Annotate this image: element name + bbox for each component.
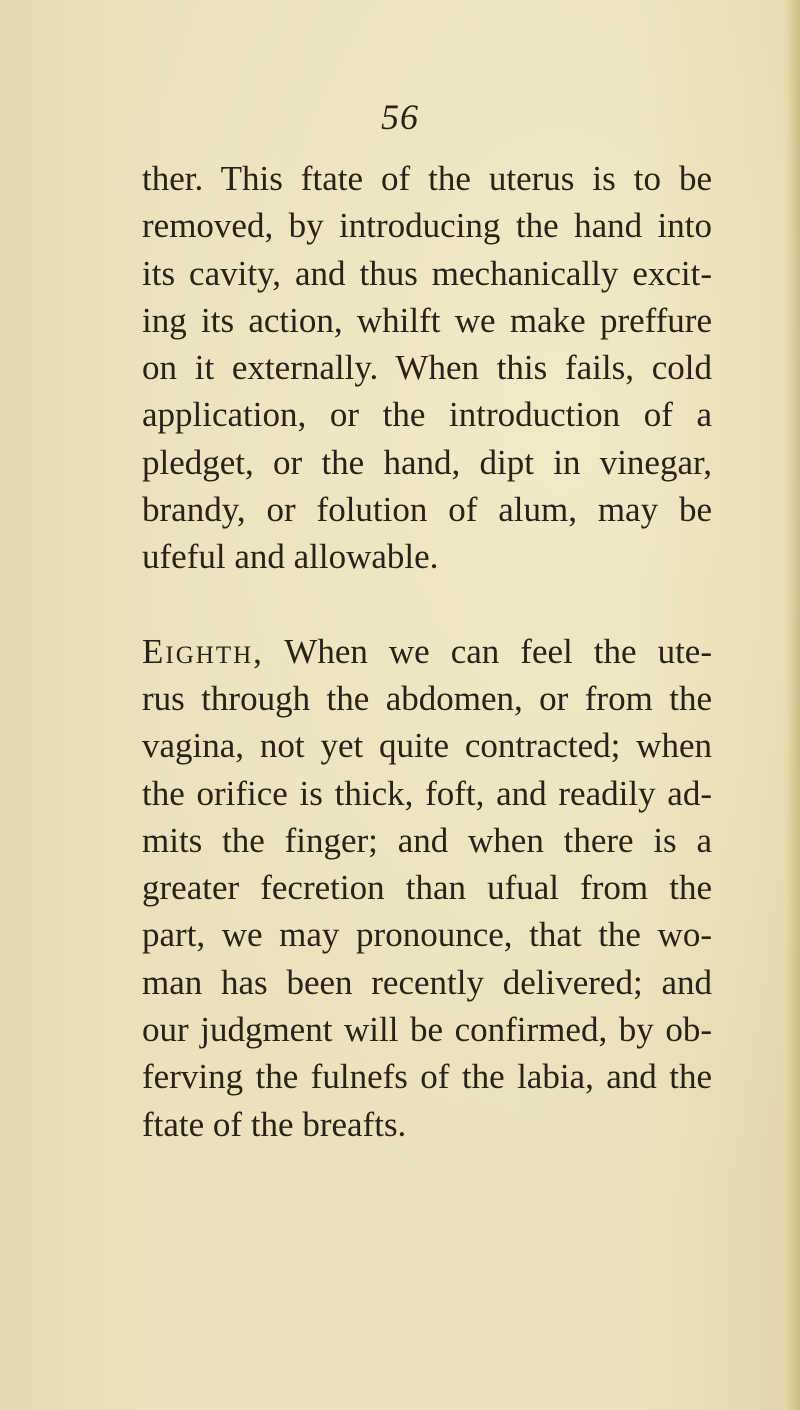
- page-edge-shadow: [786, 0, 800, 1410]
- text-line: part, we may pronounce, that the wo-: [142, 915, 712, 955]
- text-line: ftate of the breafts.: [142, 1104, 407, 1144]
- text-line: man has been recently delivered; and: [142, 962, 712, 1002]
- section-lead-in: Eighth,: [142, 631, 264, 671]
- text-line: the orifice is thick, foft, and readily ad-: [142, 773, 712, 813]
- text-line: ufeful and allowable.: [142, 537, 439, 577]
- text-line: vagina, not yet quite contracted; when: [142, 726, 712, 766]
- paragraph-gap: [142, 581, 712, 628]
- text-line: on it externally. When this fails, cold: [142, 348, 712, 388]
- text-line: greater fecretion than ufual from the: [142, 868, 712, 908]
- text-line: application, or the introduction of a: [142, 395, 712, 435]
- text-line: mits the finger; and when there is a: [142, 820, 712, 860]
- text-line: removed, by introducing the hand into: [142, 206, 712, 246]
- text-line: rus through the abdomen, or from the: [142, 678, 712, 718]
- paragraph-1: [142, 155, 712, 581]
- text-line: our judgment will be confirmed, by ob-: [142, 1010, 712, 1050]
- text-line-rest: When we can feel the ute-: [263, 631, 712, 671]
- text-line-first: [142, 628, 712, 675]
- text-line: ferving the fulnefs of the labia, and the: [142, 1057, 712, 1097]
- text-line: ing its action, whilft we make preffure: [142, 300, 712, 340]
- text-line: ther. This ftate of the uterus is to be: [142, 159, 712, 198]
- text-line: its cavity, and thus mechanically excit-: [142, 253, 712, 293]
- body-text: [142, 155, 712, 1148]
- page-number: 56: [381, 97, 419, 137]
- paragraph-2: [142, 628, 712, 1148]
- text-line: pledget, or the hand, dipt in vinegar,: [142, 442, 712, 482]
- text-line: brandy, or folution of alum, may be: [142, 490, 712, 530]
